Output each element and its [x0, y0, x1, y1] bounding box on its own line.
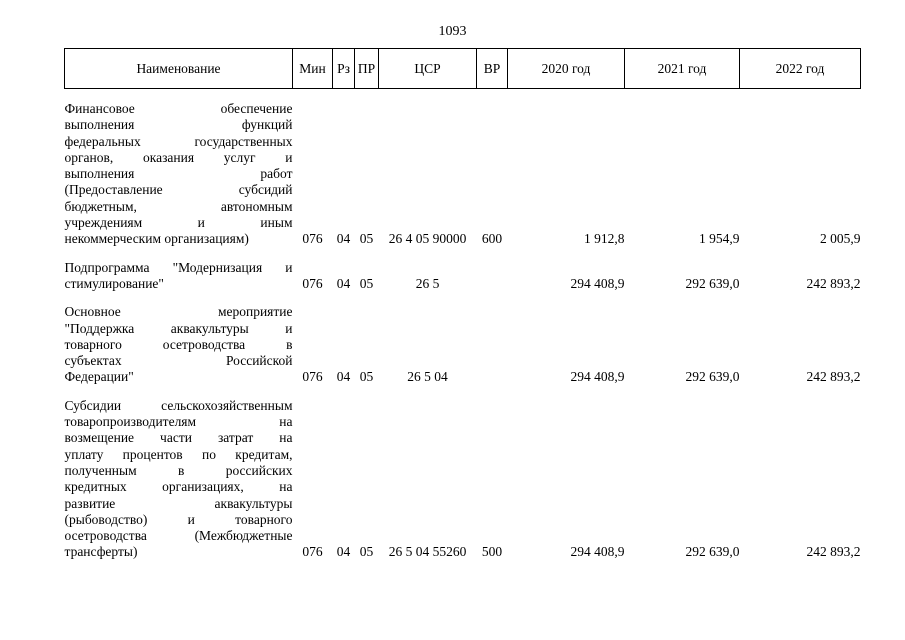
cell-y2020: 294 408,9: [570, 369, 625, 385]
row-name-line: органов, оказания услуг и: [64, 149, 293, 165]
cell-min: 076: [302, 231, 323, 247]
cell-y2020: 294 408,9: [570, 275, 625, 291]
header-vr: ВР: [477, 49, 508, 89]
table-body: [65, 89, 861, 561]
header-2020: 2020 год: [508, 49, 625, 89]
row-name-line: некоммерческим организациям): [64, 231, 249, 247]
row-name-line: выполнения функций: [64, 117, 293, 133]
row-name: [65, 398, 293, 561]
row-name-line: (рыбоводство) и товарного: [64, 511, 293, 527]
header-name: Наименование: [65, 49, 293, 89]
row-name-line: трансферты): [64, 544, 138, 560]
row-name-line: выполнения работ: [64, 166, 293, 182]
row-name: [65, 260, 293, 293]
row-name-line: "Поддержка аквакультуры и: [64, 320, 293, 336]
cell-vr: [477, 260, 508, 293]
cell-vr: [477, 304, 508, 385]
page-number: 1093: [438, 24, 467, 39]
cell-y2020: 294 408,9: [570, 544, 625, 560]
cell-y2020: 1 912,8: [584, 231, 625, 247]
cell-rz: 04: [336, 275, 351, 291]
cell-csr: 26 4 05 90000: [388, 231, 467, 247]
table-row: [65, 260, 861, 293]
cell-min: 076: [302, 275, 323, 291]
cell-csr: 26 5: [415, 275, 440, 291]
row-spacer: [65, 386, 861, 398]
budget-table: [64, 48, 861, 561]
cell-min: 076: [302, 369, 323, 385]
cell-csr: 26 5 04 55260: [388, 544, 467, 560]
table-row: [65, 101, 861, 248]
row-name-line: осетроводства (Межбюджетные: [64, 528, 293, 544]
cell-y2022: 242 893,2: [806, 544, 861, 560]
table-row: [65, 398, 861, 561]
header-2022: 2022 год: [740, 49, 861, 89]
row-name-line: учреждениям и иным: [64, 215, 293, 231]
row-name-line: полученным в российских: [64, 462, 293, 478]
row-name-line: бюджетным, автономным: [64, 198, 293, 214]
row-name-line: федеральных государственных: [64, 133, 293, 149]
row-name-line: (Предоставление субсидий: [64, 182, 293, 198]
cell-rz: 04: [336, 231, 351, 247]
row-name-line: кредитных организациях, на: [64, 479, 293, 495]
header-csr: ЦСР: [379, 49, 477, 89]
cell-y2022: 2 005,9: [820, 231, 861, 247]
row-name: [65, 101, 293, 248]
header-rz: Рз: [333, 49, 355, 89]
row-name-line: возмещение части затрат на: [64, 430, 293, 446]
header-min: Мин: [293, 49, 333, 89]
header-pr: ПР: [355, 49, 379, 89]
row-name-line: товарного осетроводства в: [64, 336, 293, 352]
cell-pr: 05: [359, 369, 374, 385]
cell-rz: 04: [336, 544, 351, 560]
row-spacer: [65, 292, 861, 304]
row-name-line: Подпрограмма "Модернизация и: [64, 259, 293, 275]
cell-vr: 600: [481, 231, 503, 247]
row-spacer: [65, 248, 861, 260]
cell-y2021: 292 639,0: [685, 369, 740, 385]
row-name-line: товаропроизводителям на: [64, 414, 293, 430]
header-2021: 2021 год: [625, 49, 740, 89]
cell-pr: 05: [359, 231, 374, 247]
cell-pr: 05: [359, 275, 374, 291]
cell-y2021: 292 639,0: [685, 275, 740, 291]
row-name: [65, 304, 293, 385]
cell-pr: 05: [359, 544, 374, 560]
cell-y2021: 292 639,0: [685, 544, 740, 560]
cell-csr: 26 5 04: [407, 369, 448, 385]
cell-y2022: 242 893,2: [806, 275, 861, 291]
row-spacer: [65, 89, 861, 102]
row-name-line: развитие аквакультуры: [64, 495, 293, 511]
row-name-line: Субсидии сельскохозяйственным: [64, 397, 293, 413]
cell-y2021: 1 954,9: [699, 231, 740, 247]
cell-rz: 04: [336, 369, 351, 385]
cell-vr: 500: [481, 544, 503, 560]
table-row: [65, 304, 861, 385]
row-name-line: Федерации": [64, 369, 134, 385]
row-name-line: субъектах Российской: [64, 353, 293, 369]
cell-min: 076: [302, 544, 323, 560]
cell-y2022: 242 893,2: [806, 369, 861, 385]
table-header-row: [65, 49, 861, 89]
row-name-line: стимулирование": [64, 275, 164, 291]
row-name-line: Основное мероприятие: [64, 304, 293, 320]
row-name-line: Финансовое обеспечение: [64, 101, 293, 116]
row-name-line: уплату процентов по кредитам,: [64, 446, 293, 462]
